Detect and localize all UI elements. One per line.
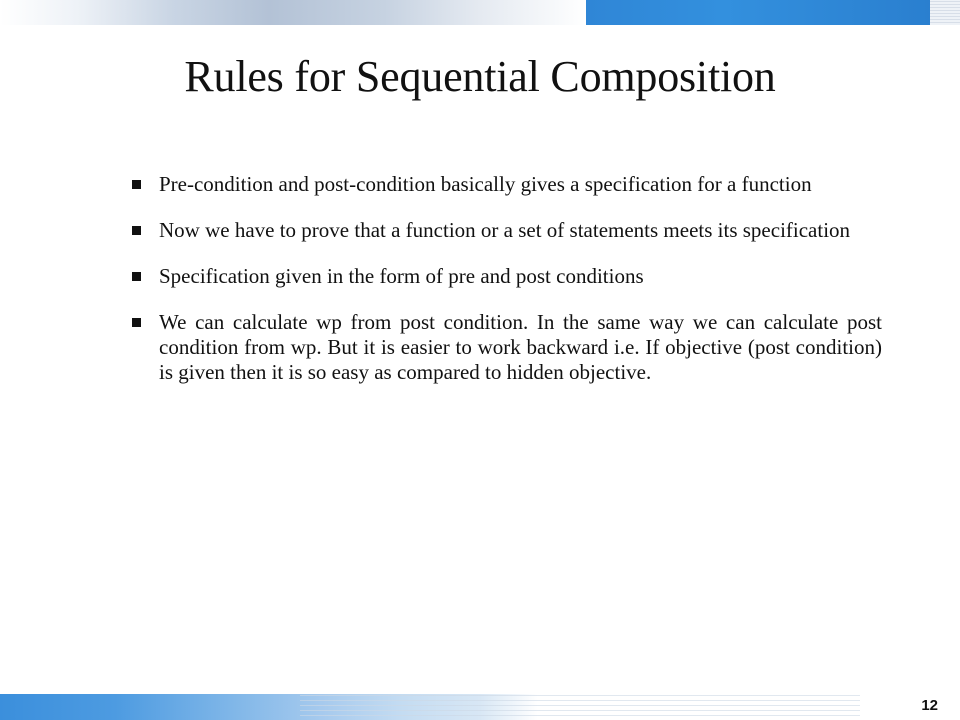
square-bullet-icon	[132, 226, 141, 235]
square-bullet-icon	[132, 272, 141, 281]
square-bullet-icon	[132, 180, 141, 189]
bullet-text: Now we have to prove that a function or a set of statements meets its specification	[159, 218, 851, 242]
bullet-item	[130, 264, 882, 289]
slide-title: Rules for Sequential Composition	[184, 52, 776, 101]
square-bullet-icon	[132, 318, 141, 327]
bullet-text: Pre-condition and post-condition basically gives a specification for a function	[159, 172, 812, 196]
bullet-item	[130, 218, 882, 243]
bullet-item	[130, 172, 882, 197]
bullet-item	[130, 310, 882, 385]
top-banner-tail	[930, 0, 960, 25]
bottom-banner-lines	[300, 694, 860, 720]
bullet-list	[130, 172, 882, 406]
bullet-text: We can calculate wp from post condition. In the same way we can calculate post condition from wp. But it is easier to work backward i.e. If objective (post condition) is given then it is so easy as compared to hidden objective.	[159, 310, 882, 384]
bullet-text: Specification given in the form of pre and post conditions	[159, 264, 644, 288]
top-banner-accent	[586, 0, 930, 25]
page-number: 12	[921, 697, 938, 714]
